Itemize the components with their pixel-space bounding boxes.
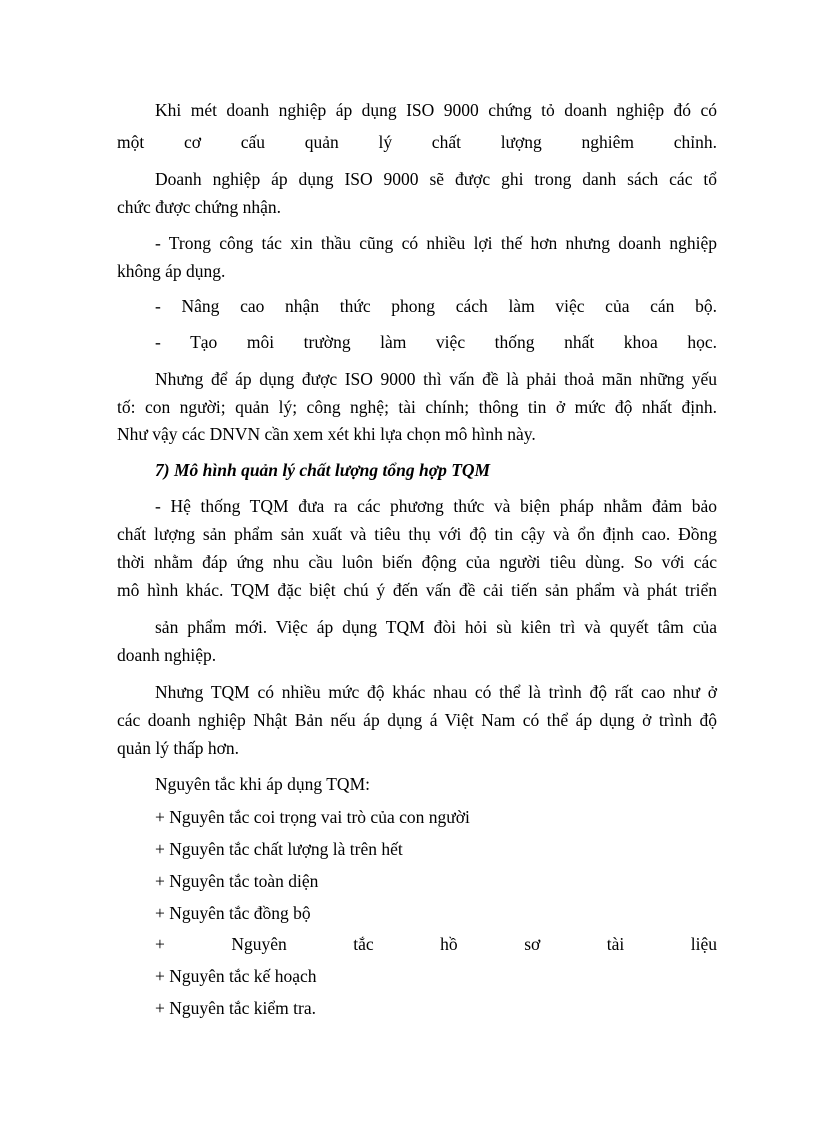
text-line: không áp dụng. (117, 261, 226, 281)
text-line: mô hình khác. TQM đặc biệt chú ý đến vấn đề cải tiến sản phẩm và phát triển (117, 580, 717, 600)
text-line: - Trong công tác xin thầu cũng có nhiều lợi thế hơn nhưng doanh nghiệp (155, 233, 717, 253)
section-heading: 7) Mô hình quản lý chất lượng tổng hợp TQM (155, 460, 491, 480)
text-line: Khi mét doanh nghiệp áp dụng ISO 9000 chứng tỏ doanh nghiệp đó có (155, 100, 717, 120)
text-line: thời nhằm đáp ứng nhu cầu luôn biến động của người tiêu dùng. So với các (117, 552, 717, 572)
text-line: Nhưng TQM có nhiều mức độ khác nhau có thể là trình độ rất cao như ở (155, 682, 717, 702)
text-line: - Nâng cao nhận thức phong cách làm việc của cán bộ. (155, 296, 717, 316)
list-item: + Nguyên tắc kế hoạch (155, 966, 317, 986)
text-line: Nhưng để áp dụng được ISO 9000 thì vấn đề là phải thoả mãn những yếu (155, 369, 717, 389)
text-line: - Hệ thống TQM đưa ra các phương thức và biện pháp nhằm đảm bảo (155, 496, 717, 516)
text-line: các doanh nghiệp Nhật Bản nếu áp dụng á Việt Nam có thể áp dụng ở trình độ (117, 710, 717, 730)
list-item: + Nguyên tắc toàn diện (155, 871, 319, 891)
text-line: - Tạo môi trường làm việc thống nhất khoa học. (155, 332, 717, 352)
text-line: quản lý thấp hơn. (117, 738, 240, 758)
text-line: một cơ cấu quản lý chất lượng nghiêm chỉnh. (117, 132, 717, 152)
list-item: + Nguyên tắc hồ sơ tài liệu (155, 934, 717, 954)
text-line: Doanh nghiệp áp dụng ISO 9000 sẽ được ghi trong danh sách các tổ (155, 169, 717, 189)
list-item: + Nguyên tắc coi trọng vai trò của con người (155, 807, 470, 827)
list-item: + Nguyên tắc kiểm tra. (155, 998, 316, 1018)
list-item: + Nguyên tắc đồng bộ (155, 903, 311, 923)
text-line: chức được chứng nhận. (117, 197, 282, 217)
text-line: doanh nghiệp. (117, 645, 217, 665)
text-line: Nguyên tắc khi áp dụng TQM: (155, 774, 370, 794)
text-line: chất lượng sản phẩm sản xuất và tiêu thụ với độ tin cậy và ổn định cao. Đồng (117, 524, 717, 544)
text-line: Như vậy các DNVN cần xem xét khi lựa chọn mô hình này. (117, 424, 536, 444)
text-line: tố: con người; quản lý; công nghệ; tài chính; thông tin ở mức độ nhất định. (117, 397, 717, 417)
list-item: + Nguyên tắc chất lượng là trên hết (155, 839, 403, 859)
text-line: sản phẩm mới. Việc áp dụng TQM đòi hỏi sù kiên trì và quyết tâm của (155, 617, 717, 637)
